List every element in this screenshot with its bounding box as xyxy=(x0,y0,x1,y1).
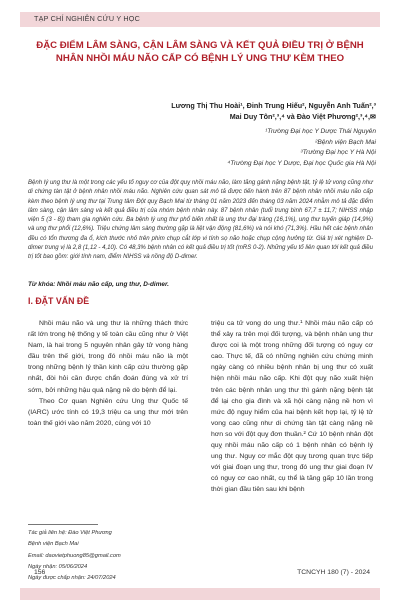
correspondence-footnote xyxy=(28,528,198,584)
body-paragraph-1: Nhồi máu não và ung thư là những thách thức rất lớn trong hệ thống y tế toàn cầu cũng như ở Việt Nam, là hai trong 5 nguyên nhân gây tử vong hàng đầu trên thế giới, trong đó nhồi máu não là một trong những bệnh lý thần kinh cấp cứu thường gặp nhất, đòi hỏi cần được chẩn đoán đúng và xử trí sớm, bởi những hậu quả nặng nề do bệnh để lại. xyxy=(28,320,188,394)
footer-band xyxy=(20,588,380,600)
body-column-right xyxy=(211,318,373,496)
affiliation-4: ⁴Trường Đại học Y Dược, Đại học Quốc gia Hà Nội xyxy=(227,159,376,167)
abstract: Bệnh lý ung thư là một trong các yếu tố nguy cơ của đột quỵ nhồi máu não, làm tăng gánh nặng bệnh tật, tỷ lệ tử vong cũng như di chứng tàn tật ở bệnh nhân nhồi máu não. Nghiên cứu quan sát mô tả được tiến hành trên 87 bệnh nhân nhồi máu não cấp kèm theo bệnh lý ung thư tại Trung tâm Đột quỵ Bạch Mai từ tháng 01 năm 2023 đến tháng 03 năm 2024 nhằm mô tả đặc điểm lâm sàng, cận lâm sàng và kết quả điều trị của nhóm bệnh nhân này. 87 bệnh nhân (tuổi trung bình 67,7 ± 11,7; NIHSS nhập viện 5 (3 - 8)) tham gia nghiên cứu. Ba bệnh lý ung thư phổ biến nhất là ung thư đại tràng (16,1%), ung thư tuyến giáp (14,9%) và ung thư phổi (12,6%). Triệu chứng lâm sàng thường gặp là liệt vận động (81,6%) và nói khó (71,3%). Hầu hết các bệnh nhân đều có tổn thương đa ổ, kích thước nhỏ trên phim chụp cắt lớp vi tính sọ não hoặc chụp cộng hưởng từ. Giá trị xét nghiệm D-dimer trung vị là 2,8 (1,12 - 4,10). Có 48,3% bệnh nhân có kết quả điều trị tốt (mRS 0-2). Những yếu tố liên quan tới kết quả điều trị tốt bao gồm: giới tính nam, điểm NIHSS và nồng độ D-dimer. xyxy=(28,180,373,260)
body-paragraph-3: triệu ca tử vong do ung thư.¹ Nhồi máu não cấp có thể xảy ra trên mọi đối tượng, và bệnh nhân ung thư được coi là một trong những đối tượng có nguy cơ cao. Thực tế, đã có những nghiên cứu chứng minh ngày càng có nhiều bệnh nhân bị ung thư có xuất hiện nhồi máu não cấp. Khi đột quỵ não xuất hiện trên các bệnh nhân ung thư thì gánh nặng bệnh tật để lại cho gia đình và xã hội càng nặng nề hơn vì mức độ nguy hiểm của hai bệnh kết hợp lại, tỷ lệ tử vong cao cũng như di chứng tàn tật càng nặng nề hơn so với đột quỵ đơn thuần.² Cứ 10 bệnh nhân đột quỵ nhồi máu não cấp có 1 bệnh nhân có bệnh lý ung thư. Nguy cơ mắc đột quỵ tương quan trực tiếp với giai đoạn ung thư, trong đó ung thư giai đoạn IV có nguy cơ cao nhất, cụ thể là tăng gấp 10 lần trong thời gian đầu tiên sau khi bệnh xyxy=(211,320,373,494)
footnote-divider xyxy=(28,524,98,525)
affiliation-3: ³Trường Đại học Y Hà Nội xyxy=(300,149,376,157)
footer-journal: TCNCYH 180 (7) - 2024 xyxy=(297,569,370,576)
affiliation-1: ¹Trường Đại học Y Dược Thái Nguyên xyxy=(265,128,376,135)
body-column-left xyxy=(28,318,188,429)
footnote-accepted: Ngày được chấp nhận: 24/07/2024 xyxy=(28,575,116,582)
journal-name: TẠP CHÍ NGHIÊN CỨU Y HỌC xyxy=(34,14,140,23)
body-paragraph-2: Theo Cơ quan Nghiên cứu Ung thư Quốc tế (IARC) ước tính có 19,3 triệu ca ung thư mới trên toàn thế giới vào năm 2020, cùng với 10 xyxy=(28,397,188,427)
section-heading: I. ĐẶT VẤN ĐỀ xyxy=(28,296,90,306)
keywords: Từ khóa: Nhồi máu não cấp, ung thư, D-dimer. xyxy=(28,281,169,288)
footnote-email[interactable]: Email: daovietphuong85@gmail.com xyxy=(28,552,121,559)
affiliations xyxy=(76,127,376,169)
author-list xyxy=(36,101,376,122)
footnote-institution: Bệnh viện Bạch Mai xyxy=(28,541,79,548)
footnote-contact: Tác giả liên hệ: Đào Việt Phương xyxy=(28,530,112,536)
author-line-2: Mai Duy Tôn²,³,⁴ và Đào Việt Phương²,³,⁴,✉ xyxy=(229,111,376,121)
author-line-1: Lương Thị Thu Hoài¹, Đinh Trung Hiếu², Nguyễn Anh Tuấn²,³ xyxy=(171,101,376,110)
article-title: ĐẶC ĐIỂM LÂM SÀNG, CẬN LÂM SÀNG VÀ KẾT QUẢ ĐIỀU TRỊ Ở BỆNH NHÂN NHỒI MÁU NÃO CẤP CÓ BỆNH LÝ UNG THƯ KÈM THEO xyxy=(36,40,364,65)
page-number: 156 xyxy=(34,569,46,576)
affiliation-2: ²Bệnh viện Bạch Mai xyxy=(315,138,376,146)
footnote-received: Ngày nhận: 05/06/2024 xyxy=(28,563,88,570)
